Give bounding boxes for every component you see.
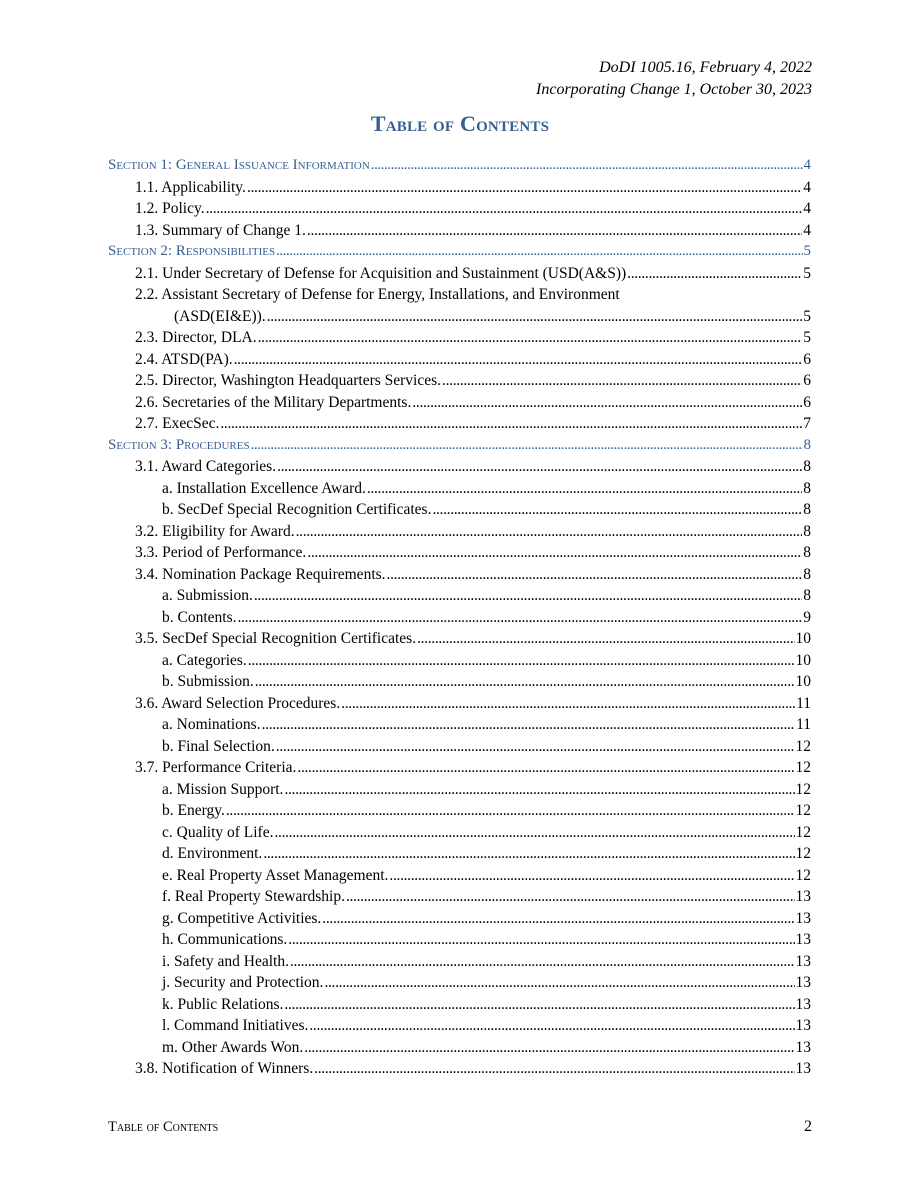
toc-entry-label: e. Real Property Asset Management.: [162, 866, 389, 884]
toc-entry-label: 3.1. Award Categories.: [135, 458, 277, 475]
toc-page-number: 6: [803, 372, 811, 389]
toc-page-number: 4: [803, 157, 811, 173]
toc-entry-label: b. SecDef Special Recognition Certificates.: [162, 501, 432, 518]
toc-subsection-entry[interactable]: [108, 329, 811, 351]
toc-entry-label: b. Final Selection.: [162, 737, 275, 755]
toc-page-number: 12: [795, 737, 811, 755]
toc-entry-label: l. Command Initiatives.: [162, 1017, 309, 1034]
toc-entry-label: 3.8. Notification of Winners.: [135, 1060, 314, 1077]
toc-subsection-entry[interactable]: [108, 222, 811, 244]
toc-leader-dots: [220, 415, 802, 433]
toc-item-entry[interactable]: [108, 953, 811, 975]
toc-leader-dots: [387, 566, 803, 584]
toc-leader-dots: [288, 931, 794, 949]
toc-leader-dots: [284, 781, 794, 799]
toc-item-entry[interactable]: [108, 716, 811, 738]
toc-item-entry[interactable]: [108, 501, 811, 523]
toc-item-entry[interactable]: [108, 931, 811, 953]
toc-leader-dots: [297, 759, 794, 777]
toc-page-number: 12: [795, 759, 811, 776]
toc-page-number: 7: [803, 415, 811, 432]
toc-leader-dots: [389, 867, 794, 885]
toc-entry-label: 3.4. Nomination Package Requirements.: [135, 565, 386, 583]
toc-page-number: 5: [803, 243, 811, 259]
toc-leader-dots: [276, 243, 802, 260]
toc-leader-dots: [284, 996, 794, 1014]
toc-leader-dots: [263, 845, 794, 863]
toc-leader-dots: [226, 802, 795, 820]
toc-subsection-entry[interactable]: [108, 566, 811, 588]
toc-subsection-entry[interactable]: [108, 286, 811, 329]
toc-leader-dots: [276, 738, 795, 756]
toc-entry-label: 1.3. Summary of Change 1.: [135, 221, 306, 239]
toc-page-number: 10: [795, 673, 811, 690]
toc-leader-dots: [206, 200, 803, 218]
toc-page-number: 10: [795, 651, 811, 669]
toc-item-entry[interactable]: [108, 1017, 811, 1039]
toc-entry-label: 2.3. Director, DLA.: [135, 329, 257, 346]
toc-page-number: 8: [803, 458, 811, 475]
toc-entry-label: a. Mission Support.: [162, 780, 284, 798]
toc-leader-dots: [417, 630, 794, 648]
toc-subsection-entry[interactable]: [108, 394, 811, 416]
toc-subsection-entry[interactable]: [108, 544, 811, 566]
toc-page-number: 12: [795, 780, 811, 798]
toc-leader-dots: [432, 501, 802, 519]
toc-page-number: 12: [795, 802, 811, 819]
toc-item-entry[interactable]: [108, 845, 811, 867]
toc-item-entry[interactable]: [108, 609, 811, 631]
toc-entry-label: b. Contents.: [162, 608, 237, 626]
toc-item-entry[interactable]: [108, 652, 811, 674]
toc-subsection-entry[interactable]: [108, 630, 811, 652]
toc-item-entry[interactable]: [108, 802, 811, 824]
toc-page-number: 13: [795, 909, 811, 927]
toc-item-entry[interactable]: [108, 867, 811, 889]
toc-item-entry[interactable]: [108, 996, 811, 1018]
toc-page-number: 6: [803, 350, 811, 368]
toc-leader-dots: [234, 351, 803, 369]
toc-entry-label: c. Quality of Life.: [162, 823, 274, 841]
toc-leader-dots: [322, 910, 794, 928]
toc-page-number: 8: [803, 436, 811, 453]
toc-page-number: 13: [795, 1038, 811, 1056]
toc-subsection-entry[interactable]: [108, 415, 811, 437]
toc-entry-label: 3.2. Eligibility for Award.: [135, 522, 295, 540]
toc-item-entry[interactable]: [108, 738, 811, 760]
toc-entry-label: 3.7. Performance Criteria.: [135, 759, 297, 776]
toc-page-number: 13: [795, 1017, 811, 1034]
toc-page-number: 13: [795, 995, 811, 1013]
toc-leader-dots: [304, 1039, 794, 1057]
toc-leader-dots: [412, 394, 802, 412]
toc-subsection-entry[interactable]: [108, 523, 811, 545]
toc-leader-dots: [262, 716, 795, 734]
toc-page-number: 12: [795, 823, 811, 841]
toc-leader-dots: [247, 179, 802, 197]
toc-page-number: 13: [795, 888, 811, 905]
toc-item-entry[interactable]: [108, 910, 811, 932]
toc-leader-dots: [296, 523, 803, 541]
page-title: Table of Contents: [370, 111, 550, 136]
toc-leader-dots: [277, 458, 802, 476]
toc-leader-dots: [290, 953, 795, 971]
toc-leader-dots: [267, 308, 803, 326]
toc-leader-dots: [314, 1060, 794, 1078]
toc-page-number: 5: [803, 264, 811, 282]
toc-subsection-entry[interactable]: [108, 179, 811, 201]
toc-page-number: 13: [795, 974, 811, 991]
toc-entry-label: h. Communications.: [162, 931, 288, 948]
toc-page-number: 10: [795, 630, 811, 647]
toc-page-number: 4: [803, 200, 811, 217]
toc-entry-label: a. Categories.: [162, 651, 247, 669]
change-notice: Incorporating Change 1, October 30, 2023: [536, 81, 812, 98]
toc-page-number: 12: [795, 866, 811, 884]
toc-entry-label: f. Real Property Stewardship.: [162, 888, 345, 905]
toc-leader-dots: [255, 673, 795, 691]
toc-leader-dots: [248, 652, 795, 670]
toc-entry-label: a. Nominations.: [162, 716, 261, 733]
toc-leader-dots: [309, 1017, 794, 1035]
toc-subsection-entry[interactable]: [108, 1060, 811, 1082]
toc-entry-label: j. Security and Protection.: [162, 974, 324, 991]
toc-page-number: 8: [803, 501, 811, 518]
toc-leader-dots: [627, 265, 802, 283]
toc-entry-label: Section 2: Responsibilities: [108, 243, 276, 259]
toc-leader-dots: [307, 544, 802, 562]
toc-leader-dots: [346, 888, 795, 906]
toc-item-entry[interactable]: [108, 587, 811, 609]
toc-page-number: 13: [795, 931, 811, 948]
toc-subsection-entry[interactable]: [108, 759, 811, 781]
toc-leader-dots: [258, 329, 803, 347]
toc-leader-dots: [251, 437, 803, 454]
toc-entry-label: 2.4. ATSD(PA).: [135, 350, 233, 368]
toc-entry-label: b. Energy.: [162, 802, 225, 819]
toc-entry-label: i. Safety and Health.: [162, 952, 289, 970]
toc-item-entry[interactable]: [108, 1039, 811, 1061]
toc-entry-label: 3.5. SecDef Special Recognition Certificates.: [135, 630, 417, 647]
toc-entry-label: d. Environment.: [162, 845, 263, 862]
toc-entry-label: 2.5. Director, Washington Headquarters Services.: [135, 372, 442, 389]
toc-page-number: 9: [803, 608, 811, 626]
toc-page-number: 5: [803, 329, 811, 346]
toc-page-number: 8: [803, 587, 811, 604]
footer-section-label: Table of Contents: [108, 1119, 219, 1135]
toc-leader-dots: [307, 222, 802, 240]
toc-subsection-entry[interactable]: [108, 265, 811, 287]
toc-page-number: 8: [803, 565, 811, 583]
toc-leader-dots: [274, 824, 794, 842]
toc-subsection-entry[interactable]: [108, 372, 811, 394]
toc-entry-label: b. Submission.: [162, 673, 254, 690]
toc-entry-label: 2.7. ExecSec.: [135, 415, 220, 432]
toc-leader-dots: [341, 695, 795, 713]
toc-page-number: 11: [796, 716, 811, 733]
toc-page-number: 8: [803, 544, 811, 561]
toc-section-entry[interactable]: [108, 437, 811, 459]
toc-leader-dots: [254, 587, 802, 605]
toc-subsection-entry[interactable]: [108, 351, 811, 373]
toc-item-entry[interactable]: [108, 888, 811, 910]
toc-page-number: 13: [795, 952, 811, 970]
toc-item-entry[interactable]: [108, 974, 811, 996]
toc-entry-label: 3.3. Period of Performance.: [135, 544, 307, 561]
toc-item-entry[interactable]: [108, 673, 811, 695]
toc-entry-label: a. Submission.: [162, 587, 253, 604]
toc-entry-label: 3.6. Award Selection Procedures.: [135, 694, 341, 712]
toc-page-number: 12: [795, 845, 811, 862]
table-of-contents: [108, 157, 811, 1082]
toc-item-entry[interactable]: [108, 824, 811, 846]
toc-item-entry[interactable]: [108, 781, 811, 803]
toc-subsection-entry[interactable]: [108, 458, 811, 480]
toc-entry-label: a. Installation Excellence Award.: [162, 479, 366, 497]
footer-page-number: 2: [804, 1118, 812, 1135]
toc-entry-label: g. Competitive Activities.: [162, 909, 322, 927]
toc-entry-label: Section 1: General Issuance Information: [108, 157, 370, 173]
toc-entry-label-continued: (ASD(EI&E)).: [174, 307, 266, 325]
toc-entry-label: k. Public Relations.: [162, 995, 284, 1013]
toc-page-number: 8: [803, 479, 811, 497]
toc-entry-label: 2.6. Secretaries of the Military Departments.: [135, 393, 412, 411]
toc-entry-label: 2.1. Under Secretary of Defense for Acquisition and Sustainment (USD(A&S)): [135, 264, 627, 282]
toc-page-number: 5: [803, 307, 811, 325]
toc-leader-dots: [371, 157, 803, 174]
toc-entry-label: 1.2. Policy.: [135, 200, 205, 217]
toc-page-number: 11: [796, 694, 811, 712]
toc-leader-dots: [367, 480, 802, 498]
toc-entry-label: 1.1. Applicability.: [135, 178, 246, 196]
toc-section-entry[interactable]: [108, 243, 811, 265]
document-id: DoDI 1005.16, February 4, 2022: [599, 59, 812, 76]
toc-leader-dots: [442, 372, 802, 390]
toc-subsection-entry[interactable]: [108, 200, 811, 222]
toc-page-number: 13: [795, 1060, 811, 1077]
toc-item-entry[interactable]: [108, 480, 811, 502]
toc-page-number: 6: [803, 393, 811, 411]
toc-leader-dots: [238, 609, 803, 627]
toc-page-number: 4: [803, 221, 811, 239]
toc-leader-dots: [324, 974, 794, 992]
page-header: [536, 57, 812, 101]
toc-section-entry[interactable]: [108, 157, 811, 179]
toc-subsection-entry[interactable]: [108, 695, 811, 717]
toc-entry-label: 2.2. Assistant Secretary of Defense for Energy, Installations, and Environment: [135, 286, 620, 303]
toc-entry-label: m. Other Awards Won.: [162, 1038, 304, 1056]
toc-page-number: 8: [803, 522, 811, 540]
toc-page-number: 4: [803, 178, 811, 196]
toc-entry-label: Section 3: Procedures: [108, 436, 250, 453]
